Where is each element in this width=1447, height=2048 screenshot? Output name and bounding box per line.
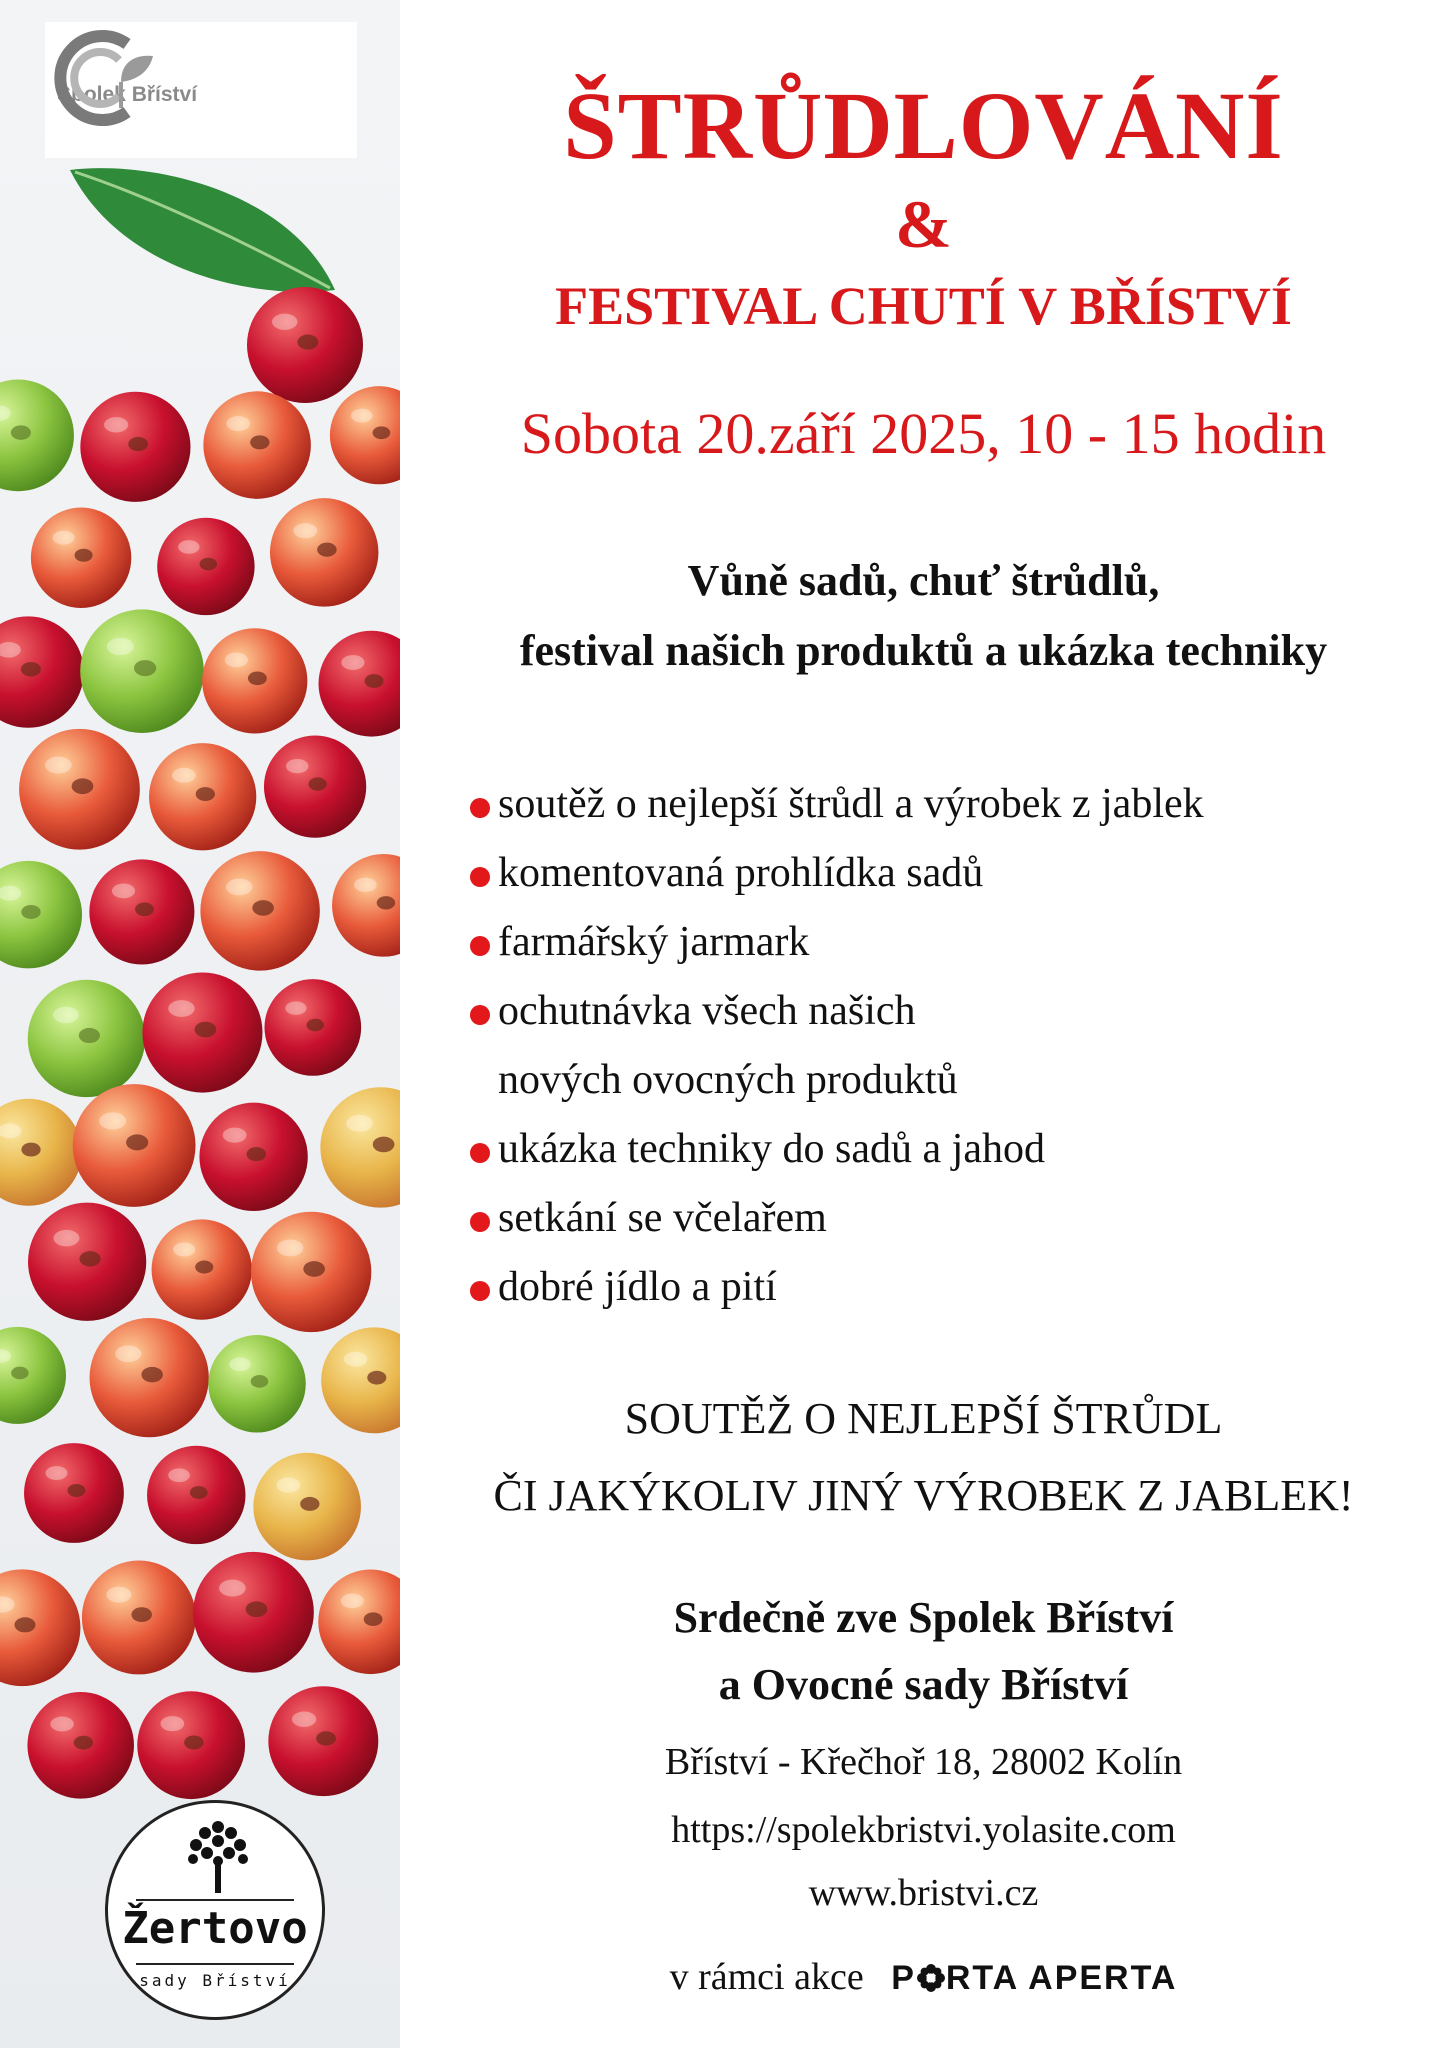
promo-line1: SOUTĚŽ O NEJLEPŠÍ ŠTRŮDL bbox=[624, 1394, 1223, 1443]
promo-line2: ČI JAKÝKOLIV JINÝ VÝROBEK Z JABLEK! bbox=[493, 1471, 1354, 1520]
apple bbox=[142, 972, 262, 1092]
contact-url-2[interactable]: www.bristvi.cz bbox=[808, 1872, 1039, 1914]
apple bbox=[0, 1099, 82, 1206]
apple bbox=[202, 628, 307, 733]
porta-prefix: v rámci akce bbox=[669, 1956, 864, 1998]
porta-letter-p: P bbox=[891, 1959, 916, 1997]
tagline-line2: festival našich produktů a ukázka techniky bbox=[519, 626, 1328, 675]
bullet-icon bbox=[470, 1281, 490, 1301]
apple bbox=[80, 392, 190, 502]
bullet-icon bbox=[470, 867, 490, 887]
porta-aperta-line bbox=[400, 1955, 1447, 1999]
zertovo-badge bbox=[105, 1800, 325, 2020]
apple bbox=[330, 386, 400, 484]
apple bbox=[208, 1335, 305, 1432]
list-item: dobré jídlo a pití bbox=[432, 1253, 1204, 1322]
porta-aperta-logo bbox=[891, 1959, 1177, 1997]
apple bbox=[318, 1570, 400, 1675]
apple-photo-strip bbox=[0, 0, 400, 2048]
apple bbox=[247, 287, 363, 403]
event-ampersand: & bbox=[895, 186, 952, 262]
badge-name: Žertovo bbox=[122, 1903, 308, 1954]
apple bbox=[253, 1453, 361, 1561]
invite-line2: a Ovocné sady Bříství bbox=[718, 1660, 1129, 1709]
apple bbox=[200, 851, 319, 970]
apple bbox=[0, 861, 82, 969]
apple bbox=[147, 1446, 245, 1544]
apple bbox=[89, 859, 194, 964]
list-item: soutěž o nejlepší štrůdl a výrobek z jablek bbox=[432, 770, 1204, 839]
spolek-logo bbox=[45, 22, 357, 158]
apple bbox=[27, 1692, 134, 1799]
bullet-icon bbox=[470, 1005, 490, 1025]
tagline-line1: Vůně sadů, chuť štrůdlů, bbox=[687, 556, 1160, 605]
porta-letters-rest: RTA APERTA bbox=[945, 1959, 1178, 1997]
badge-rule-top bbox=[136, 1899, 294, 1901]
apple bbox=[157, 518, 254, 615]
apple bbox=[264, 979, 361, 1076]
list-item: ochutnávka všech našich bbox=[432, 977, 1204, 1046]
invite-line1: Srdečně zve Spolek Bříství bbox=[673, 1593, 1174, 1642]
apple bbox=[264, 735, 366, 837]
apple bbox=[82, 1561, 196, 1675]
bullet-icon bbox=[470, 936, 490, 956]
tree-icon bbox=[183, 1817, 253, 1897]
spolek-logo-text: Spolek Bříství bbox=[57, 83, 198, 106]
event-title: ŠTRŮDLOVÁNÍ bbox=[563, 72, 1284, 179]
bullet-icon bbox=[470, 1143, 490, 1163]
apple bbox=[73, 1084, 196, 1207]
list-item: farmářský jarmark bbox=[432, 908, 1204, 977]
apple bbox=[152, 1219, 252, 1319]
bullet-icon bbox=[470, 798, 490, 818]
feature-list bbox=[432, 770, 1204, 1322]
apple bbox=[149, 743, 256, 850]
spolek-logo-mark-icon bbox=[49, 22, 169, 132]
apples-illustration bbox=[0, 0, 400, 2048]
apple bbox=[203, 391, 311, 499]
apple bbox=[19, 729, 140, 850]
contact-url-1[interactable]: https://spolekbristvi.yolasite.com bbox=[671, 1809, 1176, 1851]
event-subtitle: FESTIVAL CHUTÍ V BŘÍSTVÍ bbox=[555, 276, 1292, 336]
flower-icon bbox=[916, 1963, 946, 1993]
badge-subtitle: sady Bříství bbox=[139, 1971, 291, 1990]
apple bbox=[270, 498, 378, 606]
apple bbox=[0, 380, 74, 492]
apple bbox=[268, 1686, 378, 1796]
apple bbox=[90, 1318, 209, 1437]
apple bbox=[193, 1552, 314, 1673]
apple bbox=[31, 508, 131, 608]
apple bbox=[28, 1203, 146, 1321]
poster-content bbox=[400, 0, 1447, 2048]
apple bbox=[0, 1327, 66, 1424]
apple bbox=[319, 631, 400, 737]
list-item: komentovaná prohlídka sadů bbox=[432, 839, 1204, 908]
event-date: Sobota 20.září 2025, 10 - 15 hodin bbox=[520, 401, 1327, 466]
apple bbox=[24, 1443, 124, 1543]
list-item: setkání se včelařem bbox=[432, 1184, 1204, 1253]
apple bbox=[251, 1212, 371, 1332]
badge-rule-bottom bbox=[136, 1963, 294, 1965]
apple bbox=[0, 616, 84, 727]
apple bbox=[137, 1691, 245, 1799]
apple bbox=[28, 980, 145, 1097]
apple bbox=[0, 1569, 80, 1686]
apple bbox=[320, 1087, 400, 1207]
apple bbox=[332, 854, 400, 957]
list-item: ukázka techniky do sadů a jahod bbox=[432, 1115, 1204, 1184]
leaf-decoration bbox=[70, 168, 335, 292]
apple bbox=[199, 1103, 307, 1211]
contact-address: Bříství - Křečhoř 18, 28002 Kolín bbox=[664, 1741, 1183, 1783]
list-item-continuation: nových ovocných produktů bbox=[498, 1057, 958, 1103]
apple bbox=[80, 609, 204, 733]
bullet-icon bbox=[470, 1212, 490, 1232]
apple bbox=[321, 1327, 400, 1433]
